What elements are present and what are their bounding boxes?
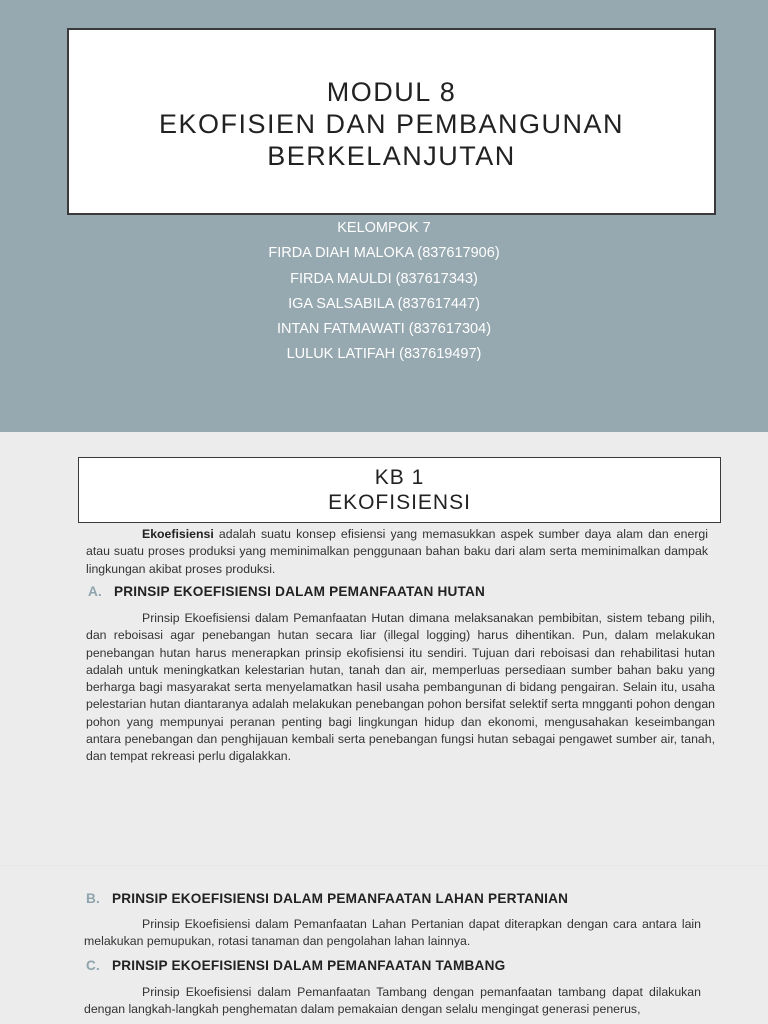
group-members <box>0 216 768 368</box>
member-1: FIRDA DIAH MALOKA (837617906) <box>268 245 500 262</box>
section-a-heading <box>88 584 485 599</box>
intro-term: Ekoefisiensi <box>142 527 214 541</box>
member-3: IGA SALSABILA (837617447) <box>288 295 480 312</box>
kb1-slide <box>0 432 768 865</box>
section-a-title: PRINSIP EKOEFISIENSI DALAM PEMANFAATAN HUTAN <box>114 584 486 599</box>
section-c-body: Prinsip Ekoefisiensi dalam Pemanfaatan Tambang dengan pemanfaatan tambang dapat dilakukan dengan langkah-langkah penghematan dalam pemakaian dengan selalu mengingat generasi penerus, <box>84 985 701 1017</box>
title-box <box>67 28 716 215</box>
module-title: MODUL 8 <box>326 76 457 107</box>
section-c-heading <box>86 958 505 973</box>
module-subtitle-line-2: BERKELANJUTAN <box>267 140 516 171</box>
section-c-title: PRINSIP EKOEFISIENSI DALAM PEMANFAATAN TAMBANG <box>112 958 506 973</box>
kb-subtitle: EKOFISIENSI <box>328 491 471 514</box>
continuation-slide <box>0 866 768 1024</box>
member-2: FIRDA MAULDI (837617343) <box>290 270 478 287</box>
section-b-body: Prinsip Ekoefisiensi dalam Pemanfaatan Lahan Pertanian dapat diterapkan dengan cara antara lain melakukan pemupukan, rotasi tanaman dan pengolahan lahan lainnya. <box>84 917 701 949</box>
section-b-heading <box>86 891 568 906</box>
section-b-title: PRINSIP EKOEFISIENSI DALAM PEMANFAATAN LAHAN PERTANIAN <box>112 891 569 906</box>
group-name: KELOMPOK 7 <box>337 220 431 236</box>
section-a-letter: A. <box>88 584 102 599</box>
intro-paragraph <box>86 526 708 578</box>
section-b-letter: B. <box>86 891 100 906</box>
kb-title: KB 1 <box>374 466 425 489</box>
section-a-body: Prinsip Ekoefisiensi dalam Pemanfaatan Hutan dimana melaksanakan pembibitan, sistem tebang pilih, dan reboisasi agar penebangan hutan secara liar (illegal logging) harus dihentikan. Pun, dalam melakukan penebangan hutan harus menerapkan prinsip ekofisiensi itu sendiri. Tujuan dari reboisasi dan rehabilitasi hutan adalah untuk meningkatkan kelestarian hutan, tanah dan air, memperluas persediaan sumber bahan baku yang berharga bagi masyarakat serta menyelamatkan hasil usaha pembangunan di bidang pengairan. Selain itu, usaha pelestarian hutan diantaranya adalah melakukan penebangan pohon bersifat selektif serta mngganti pohon dengan pohon yang mempunyai peranan penting bagi lingkungan hidup dan ekonomi, mengusahakan keseimbangan antara penebangan dan penghijauan kembali serta penebangan fungsi hutan sebagai pengawet sumber air, tanah, dan tempat rekreasi perlu digalakkan. <box>86 611 715 764</box>
kb-title-box <box>78 457 721 523</box>
member-4: INTAN FATMAWATI (837617304) <box>276 321 492 338</box>
title-slide <box>0 0 768 432</box>
module-subtitle-line-1: EKOFISIEN DAN PEMBANGUNAN <box>158 108 625 139</box>
intro-text: adalah suatu konsep efisiensi yang memasukkan aspek sumber daya alam dan energi atau suatu proses produksi yang meminimalkan penggunaan bahan baku dari alam serta meminimalkan dampak lingkungan akibat proses produksi. <box>86 527 708 576</box>
section-c-letter: C. <box>86 958 100 973</box>
member-5: LULUK LATIFAH (837619497) <box>286 346 482 363</box>
